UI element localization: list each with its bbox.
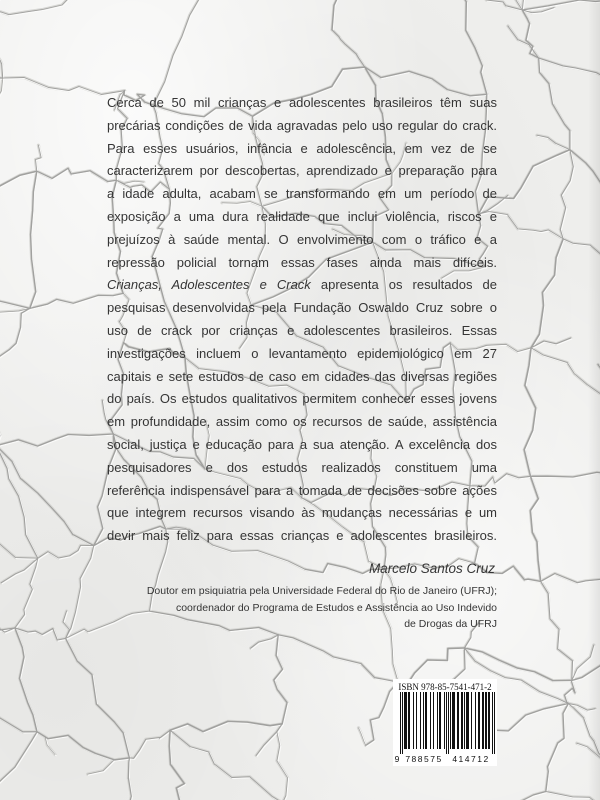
crack-line	[0, 0, 69, 16]
isbn-number: ISBN 978-85-7541-471-2	[398, 682, 492, 692]
book-title-italic: Crianças, Adolescentes e Crack	[107, 277, 311, 293]
crack-line	[66, 611, 150, 638]
crack-line	[0, 308, 30, 369]
crack-line	[154, 0, 214, 106]
text-line: a idade adulta, acabam se transformando em um período de	[107, 186, 497, 202]
barcode-guard-bar	[494, 692, 495, 754]
crack-line	[0, 446, 94, 546]
crack-line	[532, 240, 564, 349]
text-line	[107, 274, 497, 297]
barcode-bar	[478, 692, 480, 749]
barcode-guard-bar	[446, 692, 447, 754]
crack-line	[0, 446, 94, 546]
barcode-bar	[466, 692, 469, 749]
barcode-guard-bar	[492, 692, 493, 754]
crack-line	[359, 728, 366, 746]
barcode-bar	[404, 692, 407, 749]
barcode-bar	[444, 692, 445, 749]
text-line: prejuízos à saúde mental. O envolvimento com o tráfico e a	[107, 231, 497, 247]
barcode-bar	[433, 692, 434, 749]
barcode-bar	[485, 692, 487, 749]
barcode-bar	[471, 692, 472, 749]
barcode-guard-bar	[448, 692, 449, 754]
crack-line	[0, 524, 39, 559]
barcode-bar	[461, 692, 463, 749]
crack-line	[37, 732, 129, 760]
ean-right-digits: 414712	[452, 754, 490, 764]
text-line: capitais e sete estudos de caso em cidades das diversas regiões	[107, 368, 497, 384]
barcode-bar	[475, 692, 476, 749]
text-line: em profundidade, assim como os recursos de saúde, assistência	[107, 414, 497, 430]
crack-line	[332, 0, 376, 30]
crack-line	[0, 308, 30, 369]
crack-line	[541, 581, 573, 680]
synopsis-paragraph-1	[107, 92, 497, 274]
author-bio-line: de Drogas da UFRJ	[404, 618, 497, 630]
barcode-guard-bar	[402, 692, 403, 754]
barcode-bar	[413, 692, 414, 749]
barcode-bar	[425, 692, 427, 749]
isbn-barcode-label	[393, 679, 497, 766]
text-line: uso de crack por crianças e adolescentes brasileiros. Essas	[107, 322, 497, 338]
barcode-bar	[488, 692, 490, 749]
crack-line	[332, 0, 376, 30]
text-line: Cerca de 50 mil crianças e adolescentes brasileiros têm suas	[107, 95, 497, 110]
text-line: pesquisas desenvolvidas pela Fundação Oswaldo Cruz sobre o	[107, 300, 497, 316]
crack-line	[0, 733, 38, 800]
crack-line	[541, 581, 573, 680]
crack-line	[360, 729, 367, 747]
crack-line	[0, 523, 38, 558]
barcode-bar	[482, 692, 484, 749]
barcode-guard-bar	[400, 692, 401, 754]
barcode-bar	[452, 692, 455, 749]
crack-line	[530, 476, 540, 581]
author-bio-line: Doutor em psiquiatria pela Universidade Federal do Rio de Janeiro (UFRJ);	[146, 585, 497, 597]
text-line: devir mais feliz para essas crianças e adolescentes brasileiros.	[107, 528, 497, 544]
crack-line	[0, 523, 38, 558]
text-line: Para esses usuários, infância e adolescência, em vez de se	[107, 140, 497, 156]
text-line: referência indispensável para a tomada de decisões sobre ações	[107, 482, 497, 498]
text-line: pesquisadores e dos estudos realizados constituem uma	[107, 459, 497, 475]
author-bio	[147, 583, 497, 633]
barcode-bar	[420, 692, 421, 749]
synopsis	[107, 92, 497, 548]
ean-left-digits: 788575	[405, 754, 443, 764]
text-line-rest: apresenta os resultados de	[320, 277, 497, 293]
text-line: caracterizarem por descobertas, aprendizado e preparação para	[107, 163, 497, 179]
crack-line	[0, 732, 37, 800]
barcode-bar	[423, 692, 424, 749]
author-bio-line: coordenador do Programa de Estudos e Assistência ao Uso Indevido	[175, 601, 497, 614]
spine-shade	[588, 0, 600, 800]
barcode-bar	[408, 692, 410, 749]
synopsis-paragraph-2	[107, 274, 497, 548]
crack-line	[37, 168, 117, 181]
barcode-bar	[416, 692, 417, 749]
crack-line	[0, 700, 37, 732]
text-line: social, justiça e educação para a sua atenção. A excelência dos	[107, 436, 497, 452]
crack-line	[0, 700, 37, 732]
crack-line	[333, 0, 377, 31]
ean-13-barcode	[400, 692, 495, 754]
text-line: precárias condições de vida agravadas pelo uso regular do crack.	[107, 117, 497, 133]
author-name: Marcelo Santos Cruz	[368, 561, 495, 576]
crack-line	[0, 309, 31, 370]
barcode-bar	[430, 692, 431, 749]
crack-line	[0, 416, 1, 447]
crack-line	[547, 705, 570, 793]
crack-line	[0, 171, 37, 204]
text-line: investigações incluem o levantamento epidemiológico em 27	[107, 345, 497, 361]
text-line: exposição a uma dura realidade que inclui violência, riscos e	[107, 208, 497, 224]
barcode-bar	[437, 692, 438, 749]
crack-line	[170, 730, 282, 800]
crack-line	[0, 446, 38, 559]
barcode-bar	[464, 692, 465, 749]
barcode-bar	[439, 692, 441, 749]
barcode-bar	[457, 692, 459, 749]
crack-line	[67, 612, 151, 639]
crack-line	[30, 171, 37, 308]
crack-line	[278, 635, 398, 682]
barcode-bar	[450, 692, 451, 749]
crack-line	[0, 287, 30, 309]
crack-line	[15, 628, 37, 732]
text-line: do país. Os estudos qualitativos permitem conhecer esses jovens	[107, 391, 497, 407]
crack-line	[279, 636, 399, 683]
text-line: que integrem recursos visando às mudanças necessárias e um	[107, 505, 497, 521]
text-line: repressão policial tornam essas fases ainda mais difíceis.	[107, 254, 497, 270]
ean-first-digit: 9	[394, 754, 400, 764]
crack-line	[0, 447, 95, 547]
